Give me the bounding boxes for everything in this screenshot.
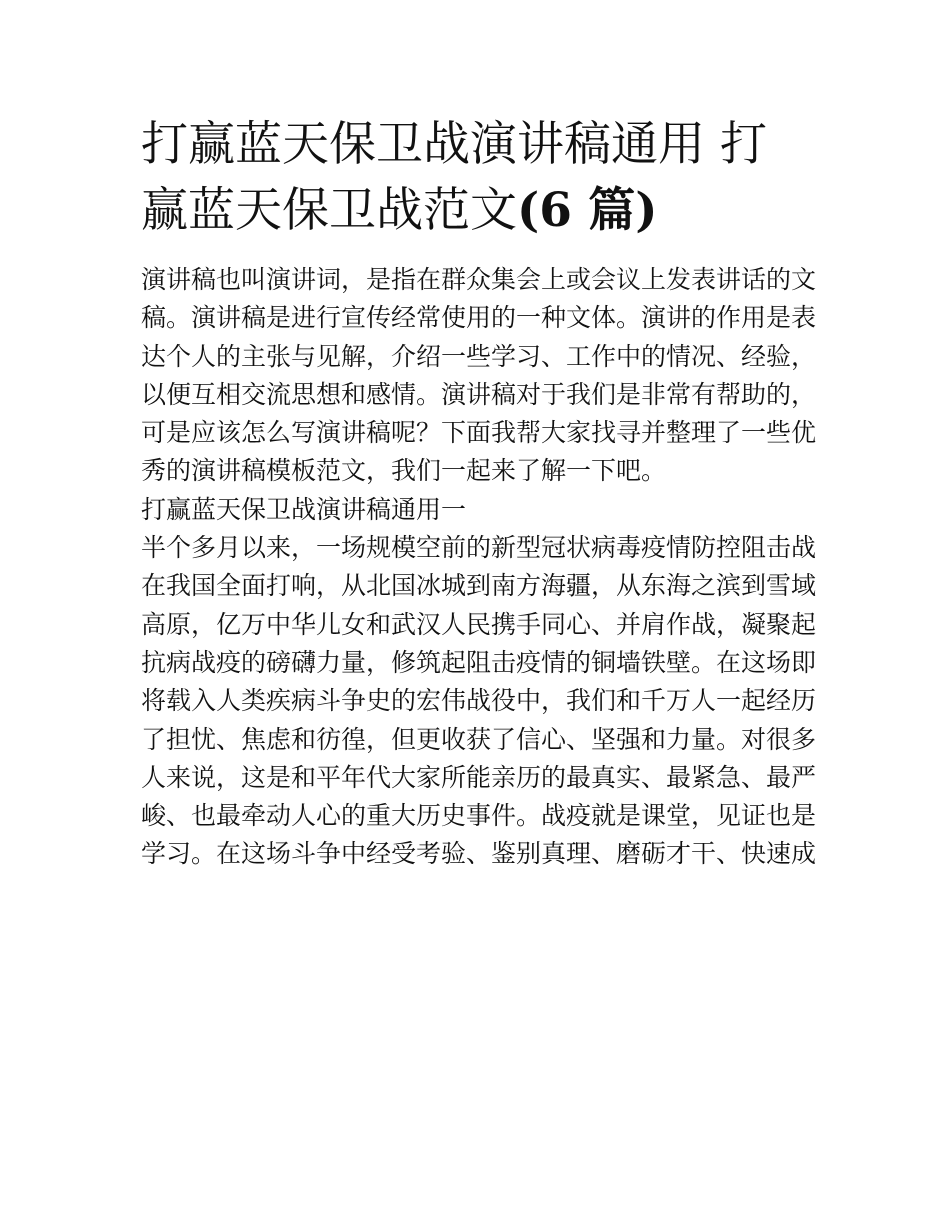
text-line: 在我国全面打响，从北国冰城到南方海疆，从东海之滨到雪域 [141, 571, 817, 601]
text-line: 将载入人类疾病斗争史的宏伟战役中，我们和千万人一起经历 [141, 686, 817, 716]
text-line: 以便互相交流思想和感情。演讲稿对于我们是非常有帮助的， [141, 379, 817, 409]
document-content [141, 112, 817, 874]
text-line: 可是应该怎么写演讲稿呢？下面我帮大家找寻并整理了一些优 [141, 418, 817, 448]
text-line: 人来说，这是和平年代大家所能亲历的最真实、最紧急、最严 [141, 762, 817, 792]
text-line: 了担忧、焦虑和彷徨，但更收获了信心、坚强和力量。对很多 [141, 724, 817, 754]
text-line: 抗病战疫的磅礴力量，修筑起阻击疫情的铜墙铁壁。在这场即 [141, 647, 817, 677]
text-line: 达个人的主张与见解，介绍一些学习、工作中的情况、经验， [141, 341, 817, 371]
text-line: 峻、也最牵动人心的重大历史事件。战疫就是课堂，见证也是 [141, 801, 817, 831]
title-line [141, 178, 813, 244]
text-line: 演讲稿也叫演讲词，是指在群众集会上或会议上发表讲话的文 [141, 265, 817, 294]
text-line: 半个多月以来，一场规模空前的新型冠状病毒疫情防控阻击战 [141, 533, 817, 563]
text-line: 稿。演讲稿是进行宣传经常使用的一种文体。演讲的作用是表 [141, 303, 817, 333]
text-line: 学习。在这场斗争中经受考验、鉴别真理、磨砺才干、快速成 [141, 839, 817, 869]
text-line: 秀的演讲稿模板范文，我们一起来了解一下吧。 [141, 456, 667, 486]
title-line-text: 赢蓝天保卫战范文 [141, 183, 517, 238]
text-line: 高原，亿万中华儿女和武汉人民携手同心、并肩作战，凝聚起 [141, 609, 817, 639]
title-count: (6 篇) [517, 183, 658, 238]
section-heading: 打赢蓝天保卫战演讲稿通用一 [141, 494, 467, 524]
title-line: 打赢蓝天保卫战演讲稿通用 打 [141, 117, 767, 172]
document-title [141, 112, 813, 244]
intro-paragraph [141, 261, 817, 874]
